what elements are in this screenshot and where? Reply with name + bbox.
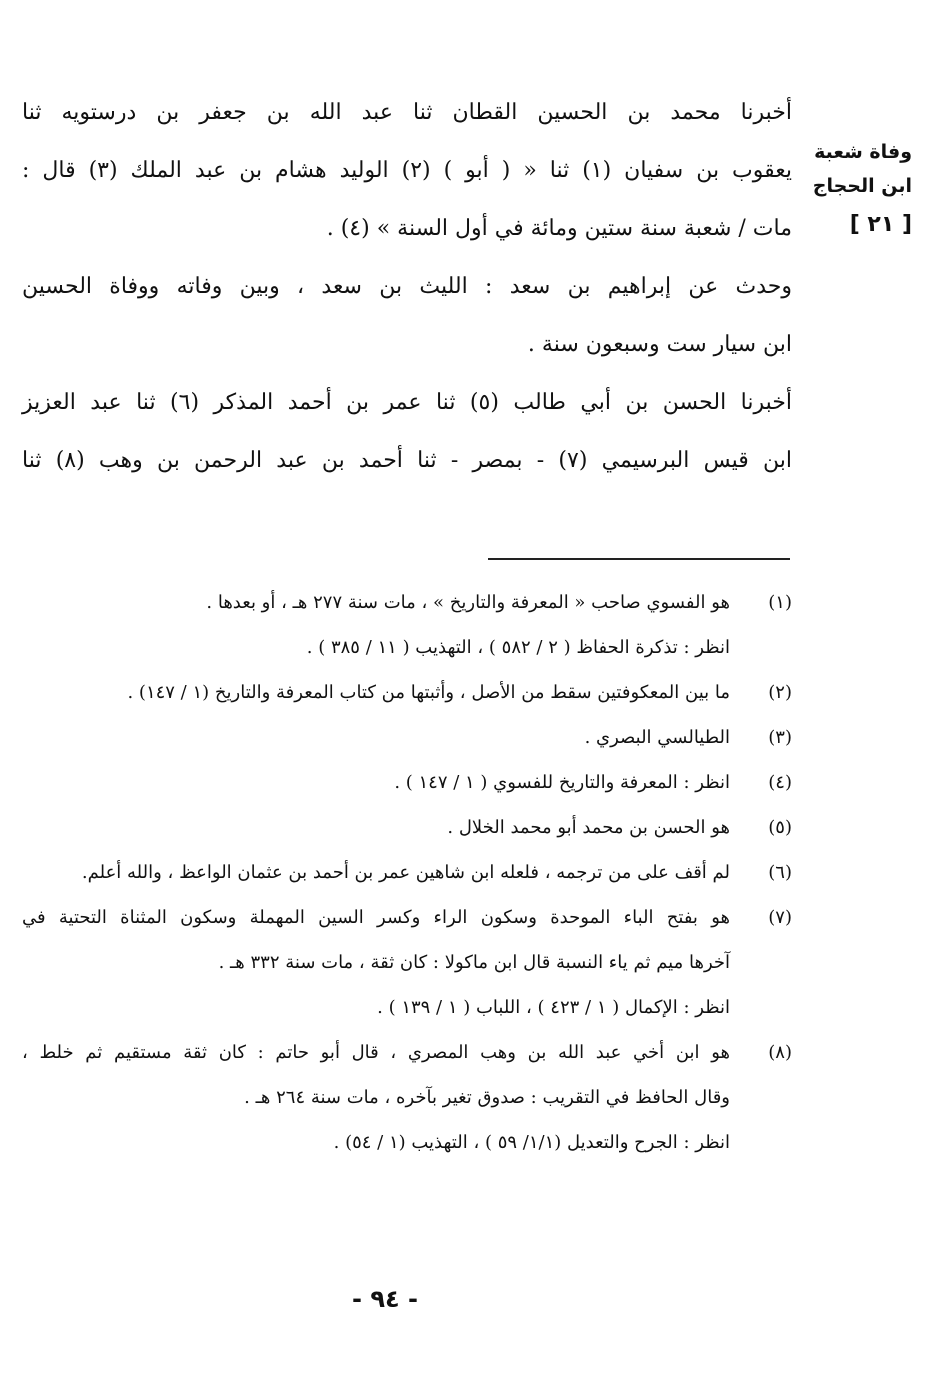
body-line: ابن سيار ست وسبعون سنة . [527, 332, 792, 357]
margin-heading-line: ابن الحجاج [812, 175, 912, 197]
footnote-line: انظر : المعرفة والتاريخ للفسوي ( ١ / ١٤٧ ) . [394, 772, 730, 793]
footnote-number: (٢) [768, 682, 792, 703]
margin-heading [808, 135, 912, 245]
section-number: [ ٢١ ] [849, 212, 912, 237]
body-line: أخبرنا محمد بن الحسين القطان ثنا عبد الله بن جعفر بن درستويه ثنا [22, 100, 792, 125]
footnote-number: (٤) [768, 772, 792, 793]
footnote-line: هو الفسوي صاحب « المعرفة والتاريخ » ، مات سنة ٢٧٧ هـ ، أو بعدها . [206, 592, 730, 613]
footnote-line: انظر : الإكمال ( ١ / ٤٢٣ ) ، اللباب ( ١ / ١٣٩ ) . [377, 997, 730, 1018]
footnote-separator [488, 558, 790, 560]
footnote-line: هو الحسن بن محمد أبو محمد الخلال . [447, 817, 730, 838]
footnote-line: ما بين المعكوفتين سقط من الأصل ، وأثبتها من كتاب المعرفة والتاريخ (١ / ١٤٧) . [127, 682, 730, 703]
footnote-line: لم أقف على من ترجمه ، فلعله ابن شاهين عمر بن أحمد بن عثمان الواعظ ، والله أعلم. [81, 862, 730, 883]
footnote [22, 895, 792, 1030]
footnote-line: انظر : تذكرة الحفاظ ( ٢ / ٥٨٢ ) ، التهذيب ( ١١ / ٣٨٥ ) . [306, 637, 730, 658]
body-line: مات / شعبة سنة ستين ومائة في أول السنة » (٤) . [326, 216, 792, 241]
footnote [22, 760, 792, 805]
footnote-number: (٦) [768, 862, 792, 883]
body-line: يعقوب بن سفيان (١) ثنا « ( أبو ) (٢) الوليد هشام بن عبد الملك (٣) قال : [22, 158, 793, 183]
footnote-number: (٨) [768, 1042, 792, 1063]
footnote-number: (٥) [768, 817, 792, 838]
body-line: وحدث عن إبراهيم بن سعد : الليث بن سعد ، وبين وفاته ووفاة الحسين [22, 274, 792, 299]
page-number: - ٩٤ - [352, 1285, 418, 1313]
footnote [22, 850, 792, 895]
margin-heading-line: وفاة شعبة [814, 141, 912, 163]
body-line: أخبرنا الحسن بن أبي طالب (٥) ثنا عمر بن أحمد المذكر (٦) ثنا عبد العزيز [22, 390, 792, 415]
footnote-line: آخرها ميم ثم ياء النسبة قال ابن ماكولا : كان ثقة ، مات سنة ٣٣٢ هـ . [218, 952, 730, 973]
footnote [22, 580, 792, 670]
footnote-number: (٧) [768, 907, 792, 928]
footnote [22, 715, 792, 760]
body-line: ابن قيس البرسيمي (٧) - بمصر - ثنا أحمد بن عبد الرحمن بن وهب (٨) ثنا [22, 448, 793, 473]
footnote-line: هو ابن أخي عبد الله بن وهب المصري ، قال أبو حاتم : كان ثقة مستقيم ثم خلط ، [22, 1042, 730, 1063]
footnotes [22, 580, 792, 1165]
footnote-number: (٣) [768, 727, 792, 748]
footnote-line: الطيالسي البصري . [584, 727, 730, 748]
footnote-line: هو بفتح الباء الموحدة وسكون الراء وكسر السين المهملة وسكون المثناة التحتية في [22, 907, 730, 928]
main-text [22, 84, 792, 490]
footnote-number: (١) [768, 592, 792, 613]
footnote [22, 805, 792, 850]
footnote-line: وقال الحافظ في التقريب : صدوق تغير بآخره ، مات سنة ٢٦٤ هـ . [244, 1087, 730, 1108]
footnote-line: انظر : الجرح والتعديل (١/١/ ٥٩ ) ، التهذيب (١ / ٥٤) . [333, 1132, 730, 1153]
footnote [22, 670, 792, 715]
footnote [22, 1030, 792, 1165]
